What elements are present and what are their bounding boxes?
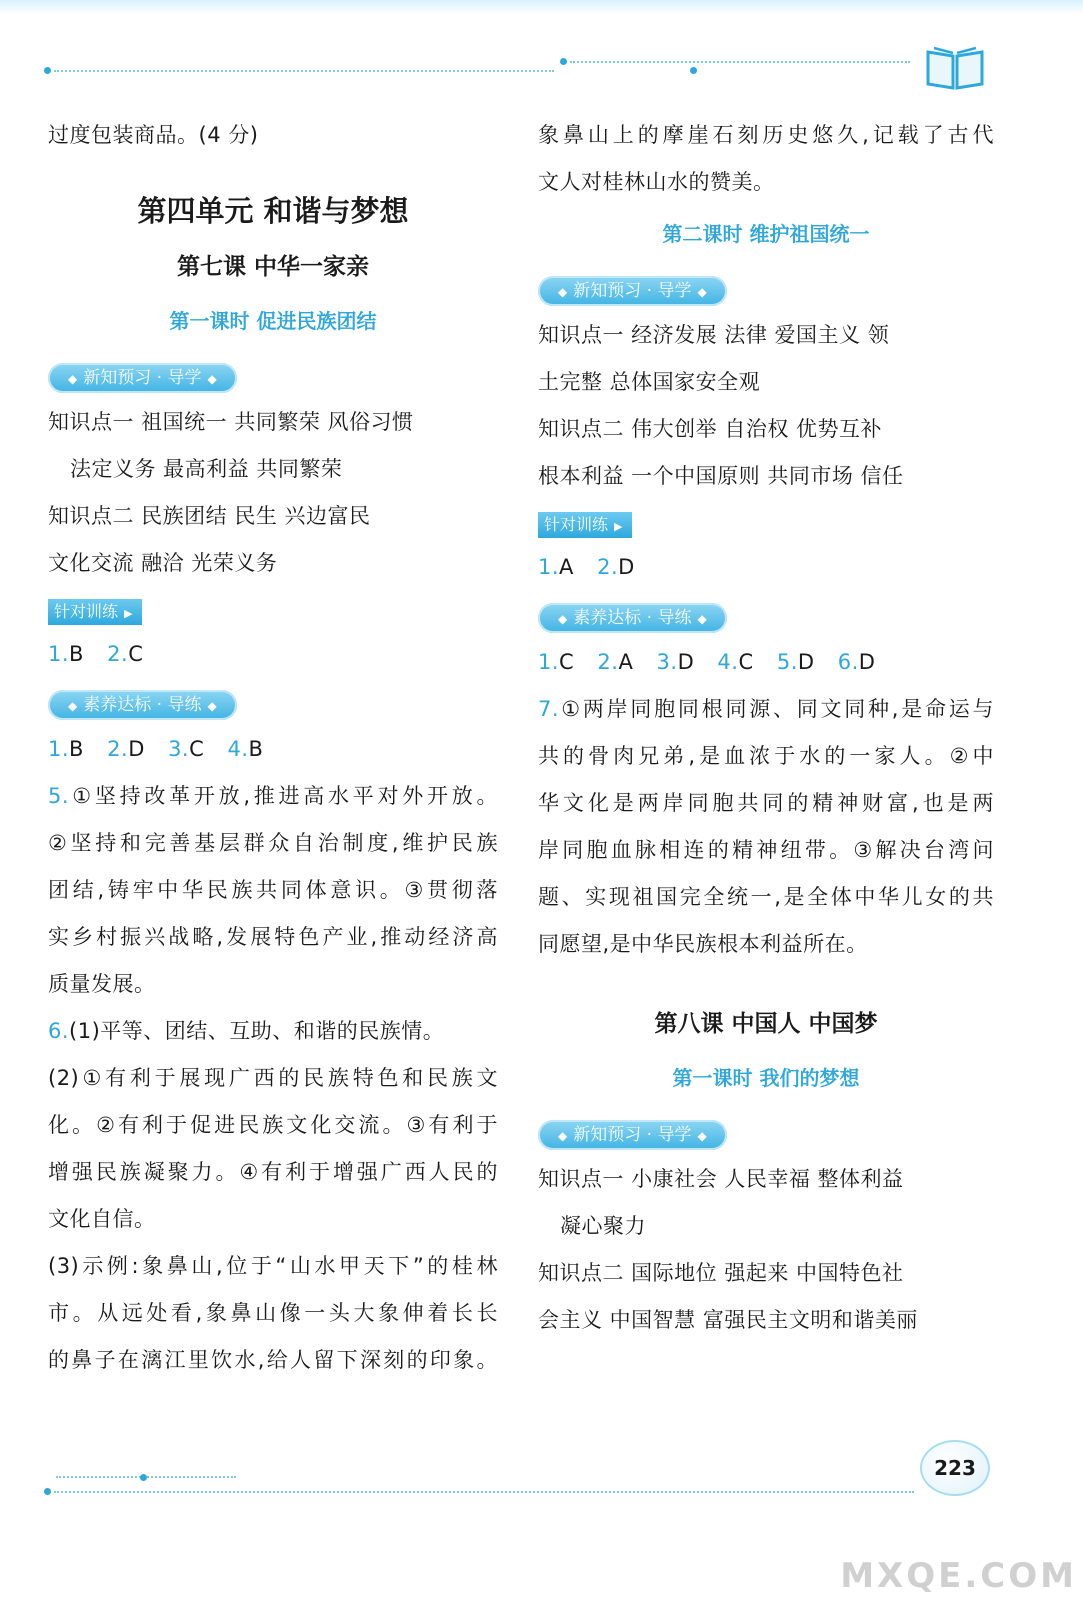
q6-line: (3)示例:象鼻山,位于“山水甲天下”的桂林 [48,1254,498,1278]
training-answers: 1.B 2.C [48,642,144,666]
footer-dotted-line [54,1491,914,1493]
right-lead-line: 象鼻山上的摩崖石刻历史悠久,记载了古代 [538,123,994,147]
q5-line: 质量发展。 [48,972,156,996]
footer-dot-left [44,1488,51,1495]
q6-line: 的鼻子在漓江里饮水,给人留下深刻的印象。 [48,1348,498,1372]
q6-line: 增强民族凝聚力。④有利于增强广西人民的 [48,1160,498,1184]
preview-line: 知识点二 民族团结 民生 兴边富民 [48,504,371,528]
header-dotted-line-upper [570,61,910,63]
preview-line: 知识点一 祖国统一 共同繁荣 风俗习惯 [48,410,414,434]
diamond-icon: ◆ [68,372,78,386]
diamond-icon: ◆ [207,699,217,713]
practice-answers: 1.C 2.A 3.D 4.C 5.D 6.D [538,650,876,674]
diamond-icon: ◆ [558,285,568,299]
diamond-icon: ◆ [207,372,217,386]
page-number: 223 [920,1440,990,1496]
preview-line: 会主义 中国智慧 富强民主文明和谐美丽 [538,1308,918,1332]
right-column [538,112,994,1344]
practice-answers: 1.B 2.D 3.C 4.B [48,737,264,761]
header-dot-left [44,67,51,74]
diamond-icon: ◆ [697,1129,707,1143]
top-band [0,0,1083,14]
preview-line: 知识点二 伟大创举 自治权 优势互补 [538,417,883,441]
preview-line: 文化交流 融洽 光荣义务 [48,551,278,575]
header-dotted-line [54,70,554,72]
q7-line: 题、实现祖国完全统一,是全体中华儿女的共 [538,885,994,909]
play-icon: ▶ [124,607,133,620]
left-column [48,112,498,1384]
play-icon: ▶ [614,520,623,533]
tag-preview: ◆ 新知预习 · 导学 ◆ [538,1120,727,1150]
q6-line: 文化自信。 [48,1207,156,1231]
q5-line: 实乡村振兴战略,发展特色产业,推动经济高 [48,925,498,949]
preview-line: 土完整 总体国家安全观 [538,370,761,394]
q6-line: 市。从远处看,象鼻山像一头大象伸着长长 [48,1301,498,1325]
q6-line: 6.(1)平等、团结、互助、和谐的民族情。 [48,1019,445,1043]
q5-line: ②坚持和完善基层群众自治制度,维护民族 [48,831,498,855]
q7-line: 共的骨肉兄弟,是血浓于水的一家人。②中 [538,744,994,768]
diamond-icon: ◆ [697,285,707,299]
period-3-title: 第一课时 我们的梦想 [672,1066,860,1090]
q5-line: 5.①坚持改革开放,推进高水平对外开放。 [48,784,498,808]
tag-practice: ◆ 素养达标 · 导练 ◆ [48,690,237,720]
q7-line: 岸同胞血脉相连的精神纽带。③解决台湾问 [538,838,994,862]
q7-line: 7.①两岸同胞同根同源、同文同种,是命运与 [538,697,994,721]
period-2-title: 第二课时 维护祖国统一 [662,222,870,246]
preview-line: 凝心聚力 [560,1214,646,1238]
diamond-icon: ◆ [68,699,78,713]
q6-line: 化。②有利于促进民族文化交流。③有利于 [48,1113,498,1137]
book-icon [924,44,986,90]
watermark: MXQE.COM [840,1556,1077,1596]
q7-line: 同愿望,是中华民族根本利益所在。 [538,932,868,956]
q5-line: 团结,铸牢中华民族共同体意识。③贯彻落 [48,878,498,902]
preview-line: 法定义务 最高利益 共同繁荣 [70,457,343,481]
right-lead-line: 文人对桂林山水的赞美。 [538,170,775,194]
q6-line: (2)①有利于展现广西的民族特色和民族文 [48,1066,498,1090]
diamond-icon: ◆ [558,612,568,626]
preview-line: 知识点一 经济发展 法律 爱国主义 领 [538,323,890,347]
preview-line: 根本利益 一个中国原则 共同市场 信任 [538,464,904,488]
header-dot-mid2 [690,67,697,74]
lesson-8-title: 第八课 中国人 中国梦 [654,1010,878,1037]
lesson-7-title: 第七课 中华一家亲 [176,253,369,280]
preview-line: 知识点二 国际地位 强起来 中国特色社 [538,1261,904,1285]
tag-preview: ◆ 新知预习 · 导学 ◆ [538,276,727,306]
left-lead: 过度包装商品。(4 分) [48,123,259,147]
header-dot-mid [560,58,567,65]
diamond-icon: ◆ [697,612,707,626]
training-answers: 1.A 2.D [538,555,635,579]
tag-training: 针对训练 ▶ [538,512,632,538]
unit-title: 第四单元 和谐与梦想 [137,194,409,228]
tag-preview: ◆ 新知预习 · 导学 ◆ [48,363,237,393]
tag-training: 针对训练 ▶ [48,599,142,625]
tag-practice: ◆ 素养达标 · 导练 ◆ [538,603,727,633]
footer-dot-mid [140,1474,147,1481]
diamond-icon: ◆ [558,1129,568,1143]
period-1-title: 第一课时 促进民族团结 [169,309,377,333]
preview-line: 知识点一 小康社会 人民幸福 整体利益 [538,1167,904,1191]
q7-line: 华文化是两岸同胞共同的精神财富,也是两 [538,791,994,815]
